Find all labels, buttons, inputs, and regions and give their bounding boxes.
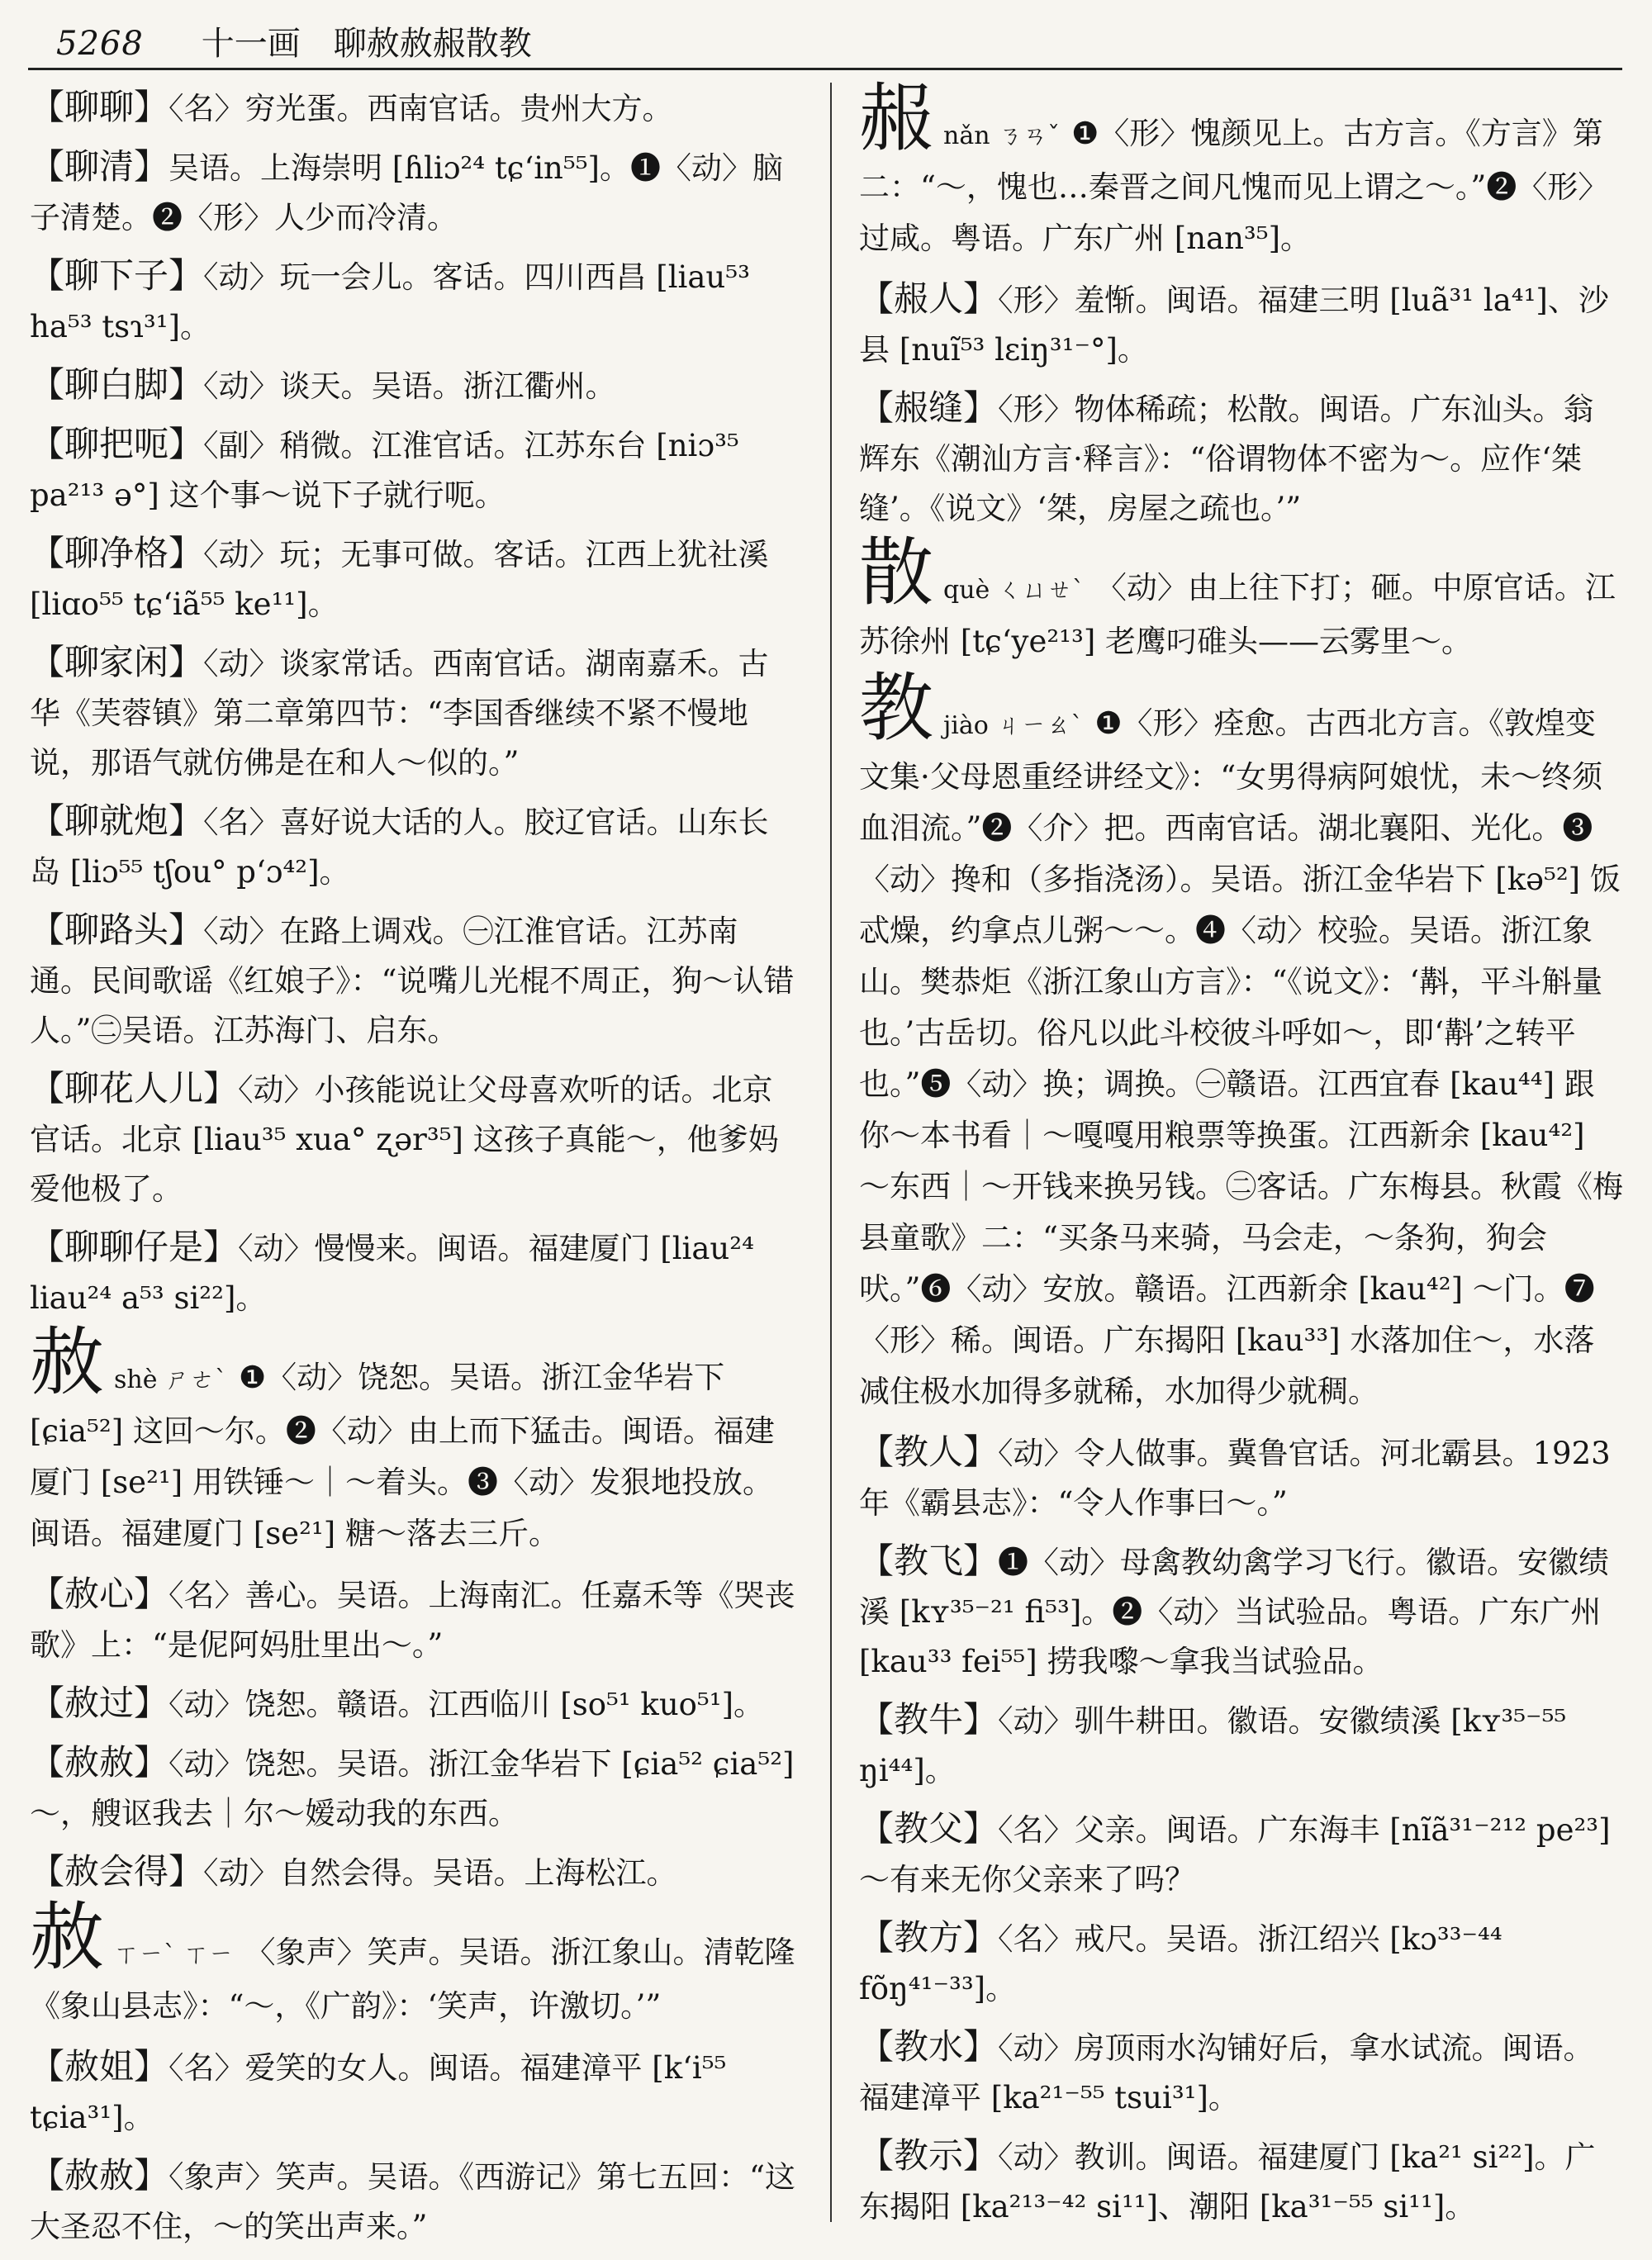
definition-text: 〈动〉慢慢来。闽语。福建厦门 [liau²⁴ liau²⁴ a⁵³ si²²]。 [30,1231,754,1316]
definition-text: 〈动〉饶恕。赣语。江西临川 [so⁵¹ kuo⁵¹]。 [169,1687,765,1722]
word-entry [859,383,1623,534]
header-rule [28,68,1622,70]
pronunciation: nǎn ㄋㄢˇ [943,121,1061,150]
word-entry [859,2131,1623,2232]
page-header [56,18,1617,69]
headword: 【赧缝】 [859,387,999,428]
headword: 【教父】 [859,1808,999,1849]
headword: 【教方】 [859,1917,999,1958]
word-entry [30,1738,798,1839]
word-entry [30,83,798,134]
definition-text: 〈动〉令人做事。冀鲁官话。河北霸县。1923年《霸县志》：“令人作事曰～。” [859,1436,1611,1521]
word-entry [30,905,798,1056]
headword: 【赦赦】 [30,2155,169,2196]
head-character: 教 [859,665,933,752]
section-label: 十一画 [201,25,301,63]
definition-text: 〈动〉饶恕。吴语。浙江金华岩下 [ɕia⁵² ɕia⁵²] ～，艘讴我去｜尔～嫒动我的东西。 [30,1746,795,1831]
definition-text: 〈象声〉笑声。吴语。《西游记》第七五回：“这大圣忍不住，～的笑出声来。” [30,2159,795,2244]
character-entry [859,75,1623,264]
word-entry [30,2042,798,2143]
definition-text: ❶〈形〉痊愈。古西北方言。《敦煌变文集·父母恩重经讲经文》：“女男得病阿娘忧，未～终须血泪流。”❷〈介〉把。西南官话。湖北襄阳、光化。❸〈动〉搀和（多指浇汤）。吴语。浙江金华岩下 [kə⁵²] 饭忒燥，约拿点儿粥～～。❹〈动〉校验。吴语。浙江象山。樊恭炬《浙江象山方言》：“《说文》：‘斠，平斗斛量也。’古岳切。俗凡以此斗校彼斗呼如～，即‘斠’之转平也。”❺〈动〉换；调换。㊀赣语。江西宜春 [kau⁴⁴] 跟你～本书看｜～嘎嘎用粮票等换蛋。江西新余 [kau⁴²] ～东西｜～开钱来换另钱。㊁客话。广东梅县。秋霞《梅县童歌》二：“买条马来骑，马会走，～条狗，狗会吠。”❻〈动〉安放。赣语。江西新余 [kau⁴²] ～门。❼〈形〉稀。闽语。广东揭阳 [kau³³] 水落加住～，水落减住极水加得多就稀，水加得少就稠。 [859,705,1623,1409]
headword: 【聊把呃】 [30,424,204,464]
definition-text: 〈动〉教训。闽语。福建厦门 [ka²¹ si²²]。广东揭阳 [ka²¹³⁻⁴² si¹¹]、潮阳 [ka³¹⁻⁵⁵ si¹¹]。 [859,2139,1596,2224]
headword: 【教牛】 [859,1699,999,1740]
character-entry [859,665,1623,1417]
headword: 【赦赦】 [30,1742,169,1783]
definition-text: 〈动〉驯牛耕田。徽语。安徽绩溪 [kʏ³⁵⁻⁵⁵ ŋi⁴⁴]。 [859,1703,1567,1788]
headword: 【赦过】 [30,1683,169,1723]
definition-text: 〈动〉谈家常话。西南官话。湖南嘉禾。古华《芙蓉镇》第二章第四节：“李国香继续不紧不慢地说，那语气就仿佛是在和人～似的。” [30,646,769,781]
word-entry [30,1847,798,1898]
definition-text: ❶〈动〉母禽教幼禽学习飞行。徽语。安徽绩溪 [kʏ³⁵⁻²¹ fi⁵³]。❷〈动〉当试验品。粤语。广东广州 [kau³³ fei⁵⁵] 捞我嚟～拿我当试验品。 [859,1545,1610,1679]
headword: 【教飞】 [859,1541,999,1581]
headword: 【聊净格】 [30,533,204,573]
word-entry [30,420,798,520]
character-entry [30,1319,798,1560]
definition-text: 〈名〉穷光蛋。西南官话。贵州大方。 [169,91,673,126]
head-character: 赧 [859,75,933,162]
definition-text: 〈动〉玩；无事可做。客话。江西上犹社溪 [liɑo⁵⁵ tɕʻiã⁵⁵ ke¹¹]。 [30,537,769,622]
definition-text: 吴语。上海崇明 [ɦliɔ²⁴ tɕʻin⁵⁵]。❶〈动〉脑子清楚。❷〈形〉人少而冷清。 [30,150,783,235]
word-entry [30,1064,798,1214]
headword: 【聊清】 [30,146,169,187]
pronunciation: jiào ㄐㄧㄠˋ [943,711,1084,740]
character-entry [30,1894,798,2032]
headword: 【聊下子】 [30,255,204,296]
definition-text: 〈象声〉笑声。吴语。浙江象山。清乾隆《象山县志》：“～，《广韵》：‘笑声，许激切。’” [30,1935,795,2024]
headword: 【聊聊仔是】 [30,1227,239,1267]
definition-text: 〈动〉在路上调戏。㊀江淮官话。江苏南通。民间歌谣《红娘子》：“说嘴儿光棍不周正，狗～认错人。”㊁吴语。江苏海门、启东。 [30,914,795,1048]
headword: 【教人】 [859,1431,999,1472]
word-entry [30,1569,798,1670]
headword: 【教示】 [859,2135,999,2176]
header-characters: 聊赦赦赧散教 [333,25,532,63]
word-entry [859,1427,1623,1528]
word-entry [859,1695,1623,1796]
head-character: 赦 [30,1894,104,1981]
pronunciation: shè ㄕㄜˋ [114,1365,228,1394]
word-entry [30,251,798,352]
word-entry [30,2151,798,2252]
definition-text: ❶〈动〉饶恕。吴语。浙江金华岩下 [ɕia⁵²] 这回～尔。❷〈动〉由上而下猛击。闽语。福建厦门 [se²¹] 用铁锤～｜～着头。❸〈动〉发狠地投放。闽语。福建厦门 [se²¹] 糖～落去三斤。 [30,1360,775,1551]
definition-text: 〈名〉善心。吴语。上海南汇。任嘉禾等《哭丧歌》上：“是伲阿妈肚里出～。” [30,1578,795,1663]
headword: 【聊聊】 [30,87,169,127]
word-entry [30,529,798,629]
headword: 【聊路头】 [30,909,204,950]
word-entry [859,1536,1623,1687]
definition-text: 〈动〉玩一会儿。客话。四川西昌 [liau⁵³ ha⁵³ tsɿ³¹]。 [30,259,750,344]
definition-text: 〈形〉物体稀疏；松散。闽语。广东汕头。翁辉东《潮汕方言·释言》：“俗谓物体不密为～。应作‘桀缝’。《说文》‘桀，房屋之疏也。’” [859,392,1594,526]
word-entry [30,142,798,243]
word-entry [859,274,1623,375]
headword: 【赦心】 [30,1574,169,1614]
pronunciation: ㄒㄧˋ ㄒㄧ [114,1940,234,1969]
headword: 【聊家闲】 [30,642,204,682]
word-entry [30,1223,798,1323]
head-character: 散 [859,529,933,616]
definition-text: 〈动〉小孩能说让父母喜欢听的话。北京官话。北京 [liau³⁵ xua° ʐər³⁵] 这孩子真能～，他爹妈爱他极了。 [30,1072,779,1207]
word-entry [859,1804,1623,1905]
word-entry [30,796,798,897]
definition-text: 〈动〉房顶雨水沟铺好后，拿水试流。闽语。福建漳平 [ka²¹⁻⁵⁵ tsui³¹]。 [859,2030,1594,2115]
definition-text: 〈动〉谈天。吴语。浙江衢州。 [203,368,616,404]
definition-text: 〈名〉父亲。闽语。广东海丰 [nĩã³¹⁻²¹² pe²³] ～有来无你父亲来了吗？ [859,1812,1611,1897]
definition-text: 〈动〉由上往下打；砸。中原官话。江苏徐州 [tɕʻye²¹³] 老鹰叼碓头——云雾里～。 [859,570,1616,659]
headword: 【赦姐】 [30,2046,169,2087]
head-character: 赦 [30,1319,104,1406]
right-column [859,75,1623,2240]
definition-text: ❶〈形〉愧颜见上。古方言。《方言》第二：“～，愧也…秦晋之间凡愧而见上谓之～。”❷〈形〉过咸。粤语。广东广州 [nan³⁵]。 [859,116,1609,256]
page-number: 5268 [56,25,144,63]
character-entry [859,529,1623,667]
headword: 【赦会得】 [30,1851,204,1892]
headword: 【教水】 [859,2026,999,2067]
word-entry [859,2022,1623,2123]
word-entry [30,1678,798,1730]
definition-text: 〈名〉喜好说大话的人。胶辽官话。山东长岛 [liɔ⁵⁵ tʃou° pʻɔ⁴²]。 [30,805,769,890]
headword: 【聊白脚】 [30,364,204,405]
definition-text: 〈形〉羞惭。闽语。福建三明 [luã³¹ la⁴¹]、沙县 [nuĩ⁵³ lɛiŋ³¹⁻°]。 [859,282,1609,368]
definition-text: 〈名〉爱笑的女人。闽语。福建漳平 [kʻi⁵⁵ tɕia³¹]。 [30,2050,727,2135]
word-entry [859,1913,1623,2014]
headword: 【聊就炮】 [30,800,204,841]
pronunciation: què ㄑㄩㄝˋ [943,576,1085,605]
headword: 【赧人】 [859,278,999,319]
left-column [30,83,798,2260]
definition-text: 〈动〉自然会得。吴语。上海松江。 [203,1855,677,1891]
column-divider [830,83,832,2222]
definition-text: 〈副〉稍微。江淮官话。江苏东台 [niɔ³⁵ pa²¹³ ə°] 这个事～说下子就行呃。 [30,428,739,513]
word-entry [30,638,798,788]
definition-text: 〈名〉戒尺。吴语。浙江绍兴 [kɔ³³⁻⁴⁴ fõŋ⁴¹⁻³³]。 [859,1921,1502,2006]
word-entry [30,360,798,411]
headword: 【聊花人儿】 [30,1068,239,1109]
